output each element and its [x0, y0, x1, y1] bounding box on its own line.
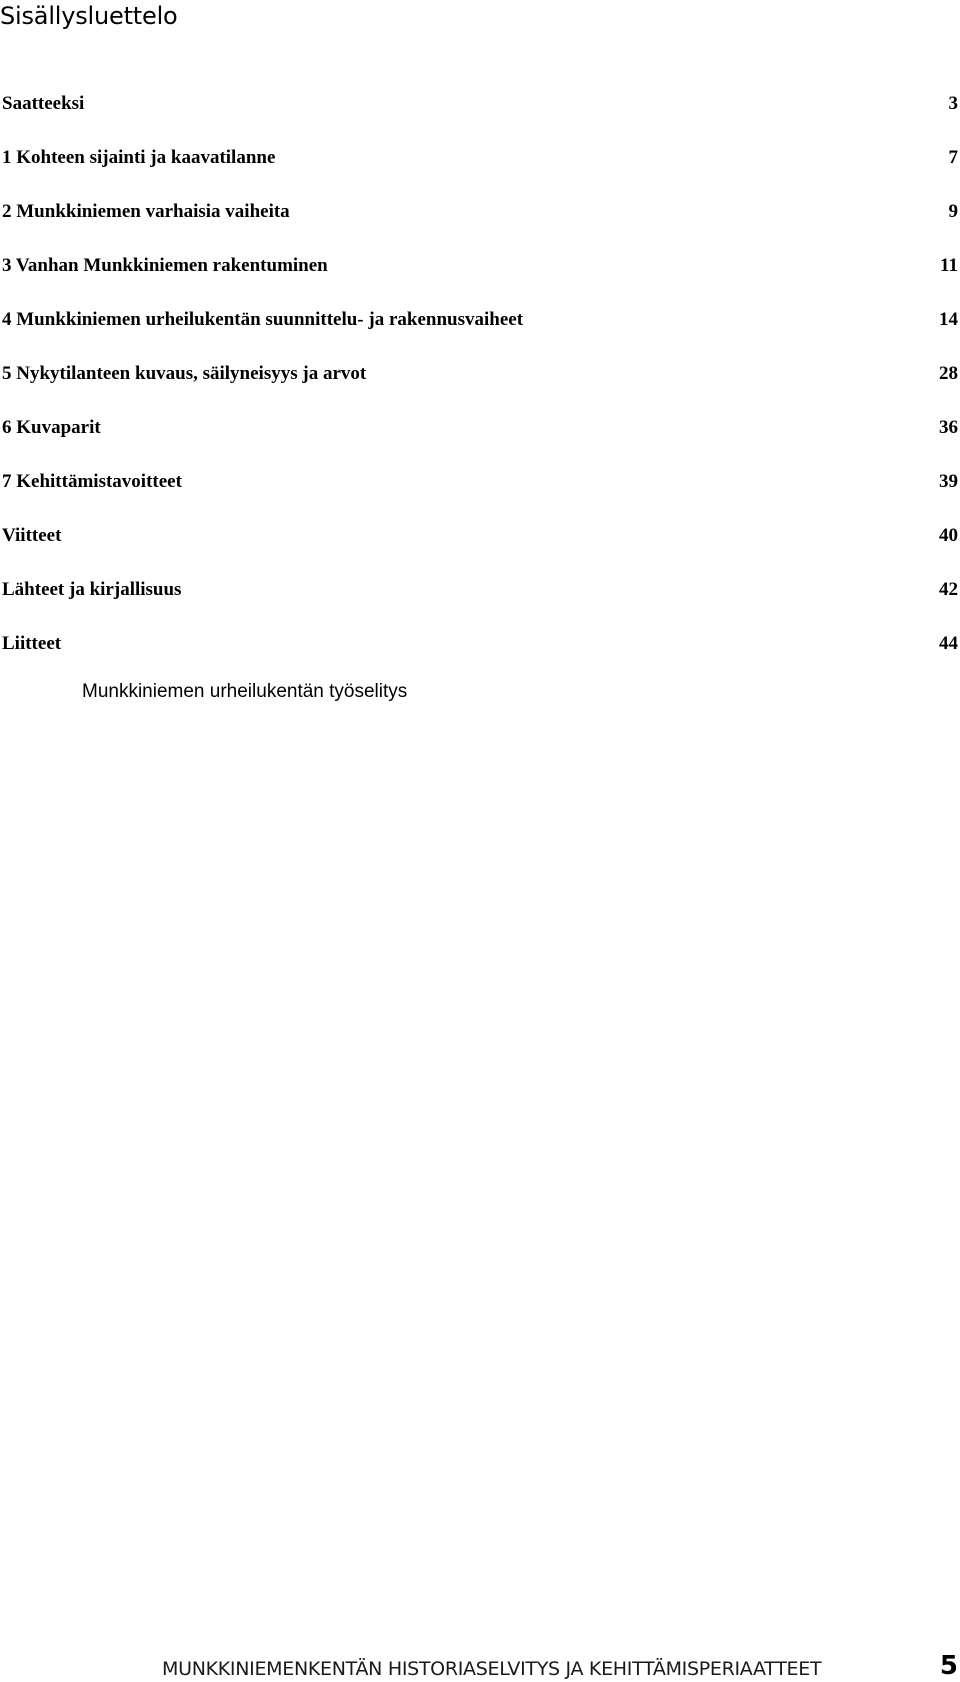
table-of-contents — [0, 88, 958, 708]
toc-entry-foreword[interactable] — [0, 88, 958, 142]
toc-entry-page: 36 — [939, 417, 958, 438]
toc-entry-title: Viitteet — [2, 525, 62, 546]
toc-entry-title: 5 Nykytilanteen kuvaus, säilyneisyys ja arvot — [2, 363, 367, 384]
page-number: 5 — [939, 1651, 958, 1681]
toc-entry-page: 40 — [939, 525, 958, 546]
footer-title: MUNKKINIEMENKENTÄN HISTORIASELVITYS JA KEHITTÄMISPERIAATTEET — [162, 1658, 822, 1680]
toc-entry-title: 4 Munkkiniemen urheilukentän suunnittelu- ja rakennusvaiheet — [2, 309, 524, 330]
toc-entry-title: 7 Kehittämistavoitteet — [2, 471, 182, 492]
toc-entry-page: 3 — [948, 93, 958, 114]
toc-entry-chapter-1[interactable] — [0, 142, 958, 196]
toc-entry-chapter-3[interactable] — [0, 250, 958, 304]
toc-entry-page: 44 — [939, 633, 958, 654]
toc-entry-sources[interactable] — [0, 574, 958, 628]
toc-entry-chapter-2[interactable] — [0, 196, 958, 250]
toc-entry-page: 11 — [940, 255, 958, 276]
toc-sub-entry-appendix[interactable]: Munkkiniemen urheilukentän työselitys — [82, 681, 408, 702]
toc-entry-title: Saatteeksi — [2, 93, 85, 114]
toc-entry-page: 39 — [939, 471, 958, 492]
toc-entry-title: Liitteet — [2, 633, 62, 654]
toc-entry-title: 6 Kuvaparit — [2, 417, 101, 438]
page-title: Sisällysluettelo — [0, 2, 178, 30]
toc-entry-chapter-6[interactable] — [0, 412, 958, 466]
toc-entry-title: 1 Kohteen sijainti ja kaavatilanne — [2, 147, 276, 168]
toc-entry-page: 42 — [939, 579, 958, 600]
toc-entry-appendices[interactable] — [0, 628, 958, 682]
toc-entry-page: 14 — [939, 309, 958, 330]
page-footer — [0, 1651, 960, 1682]
toc-entry-chapter-7[interactable] — [0, 466, 958, 520]
toc-entry-title: 3 Vanhan Munkkiniemen rakentuminen — [2, 255, 328, 276]
toc-entry-title: Lähteet ja kirjallisuus — [2, 579, 182, 600]
toc-entry-references[interactable] — [0, 520, 958, 574]
toc-entry-page: 28 — [939, 363, 958, 384]
toc-entry-chapter-4[interactable] — [0, 304, 958, 358]
toc-entry-page: 7 — [948, 147, 958, 168]
toc-entry-page: 9 — [948, 201, 958, 222]
toc-entry-chapter-5[interactable] — [0, 358, 958, 412]
toc-entry-title: 2 Munkkiniemen varhaisia vaiheita — [2, 201, 290, 222]
